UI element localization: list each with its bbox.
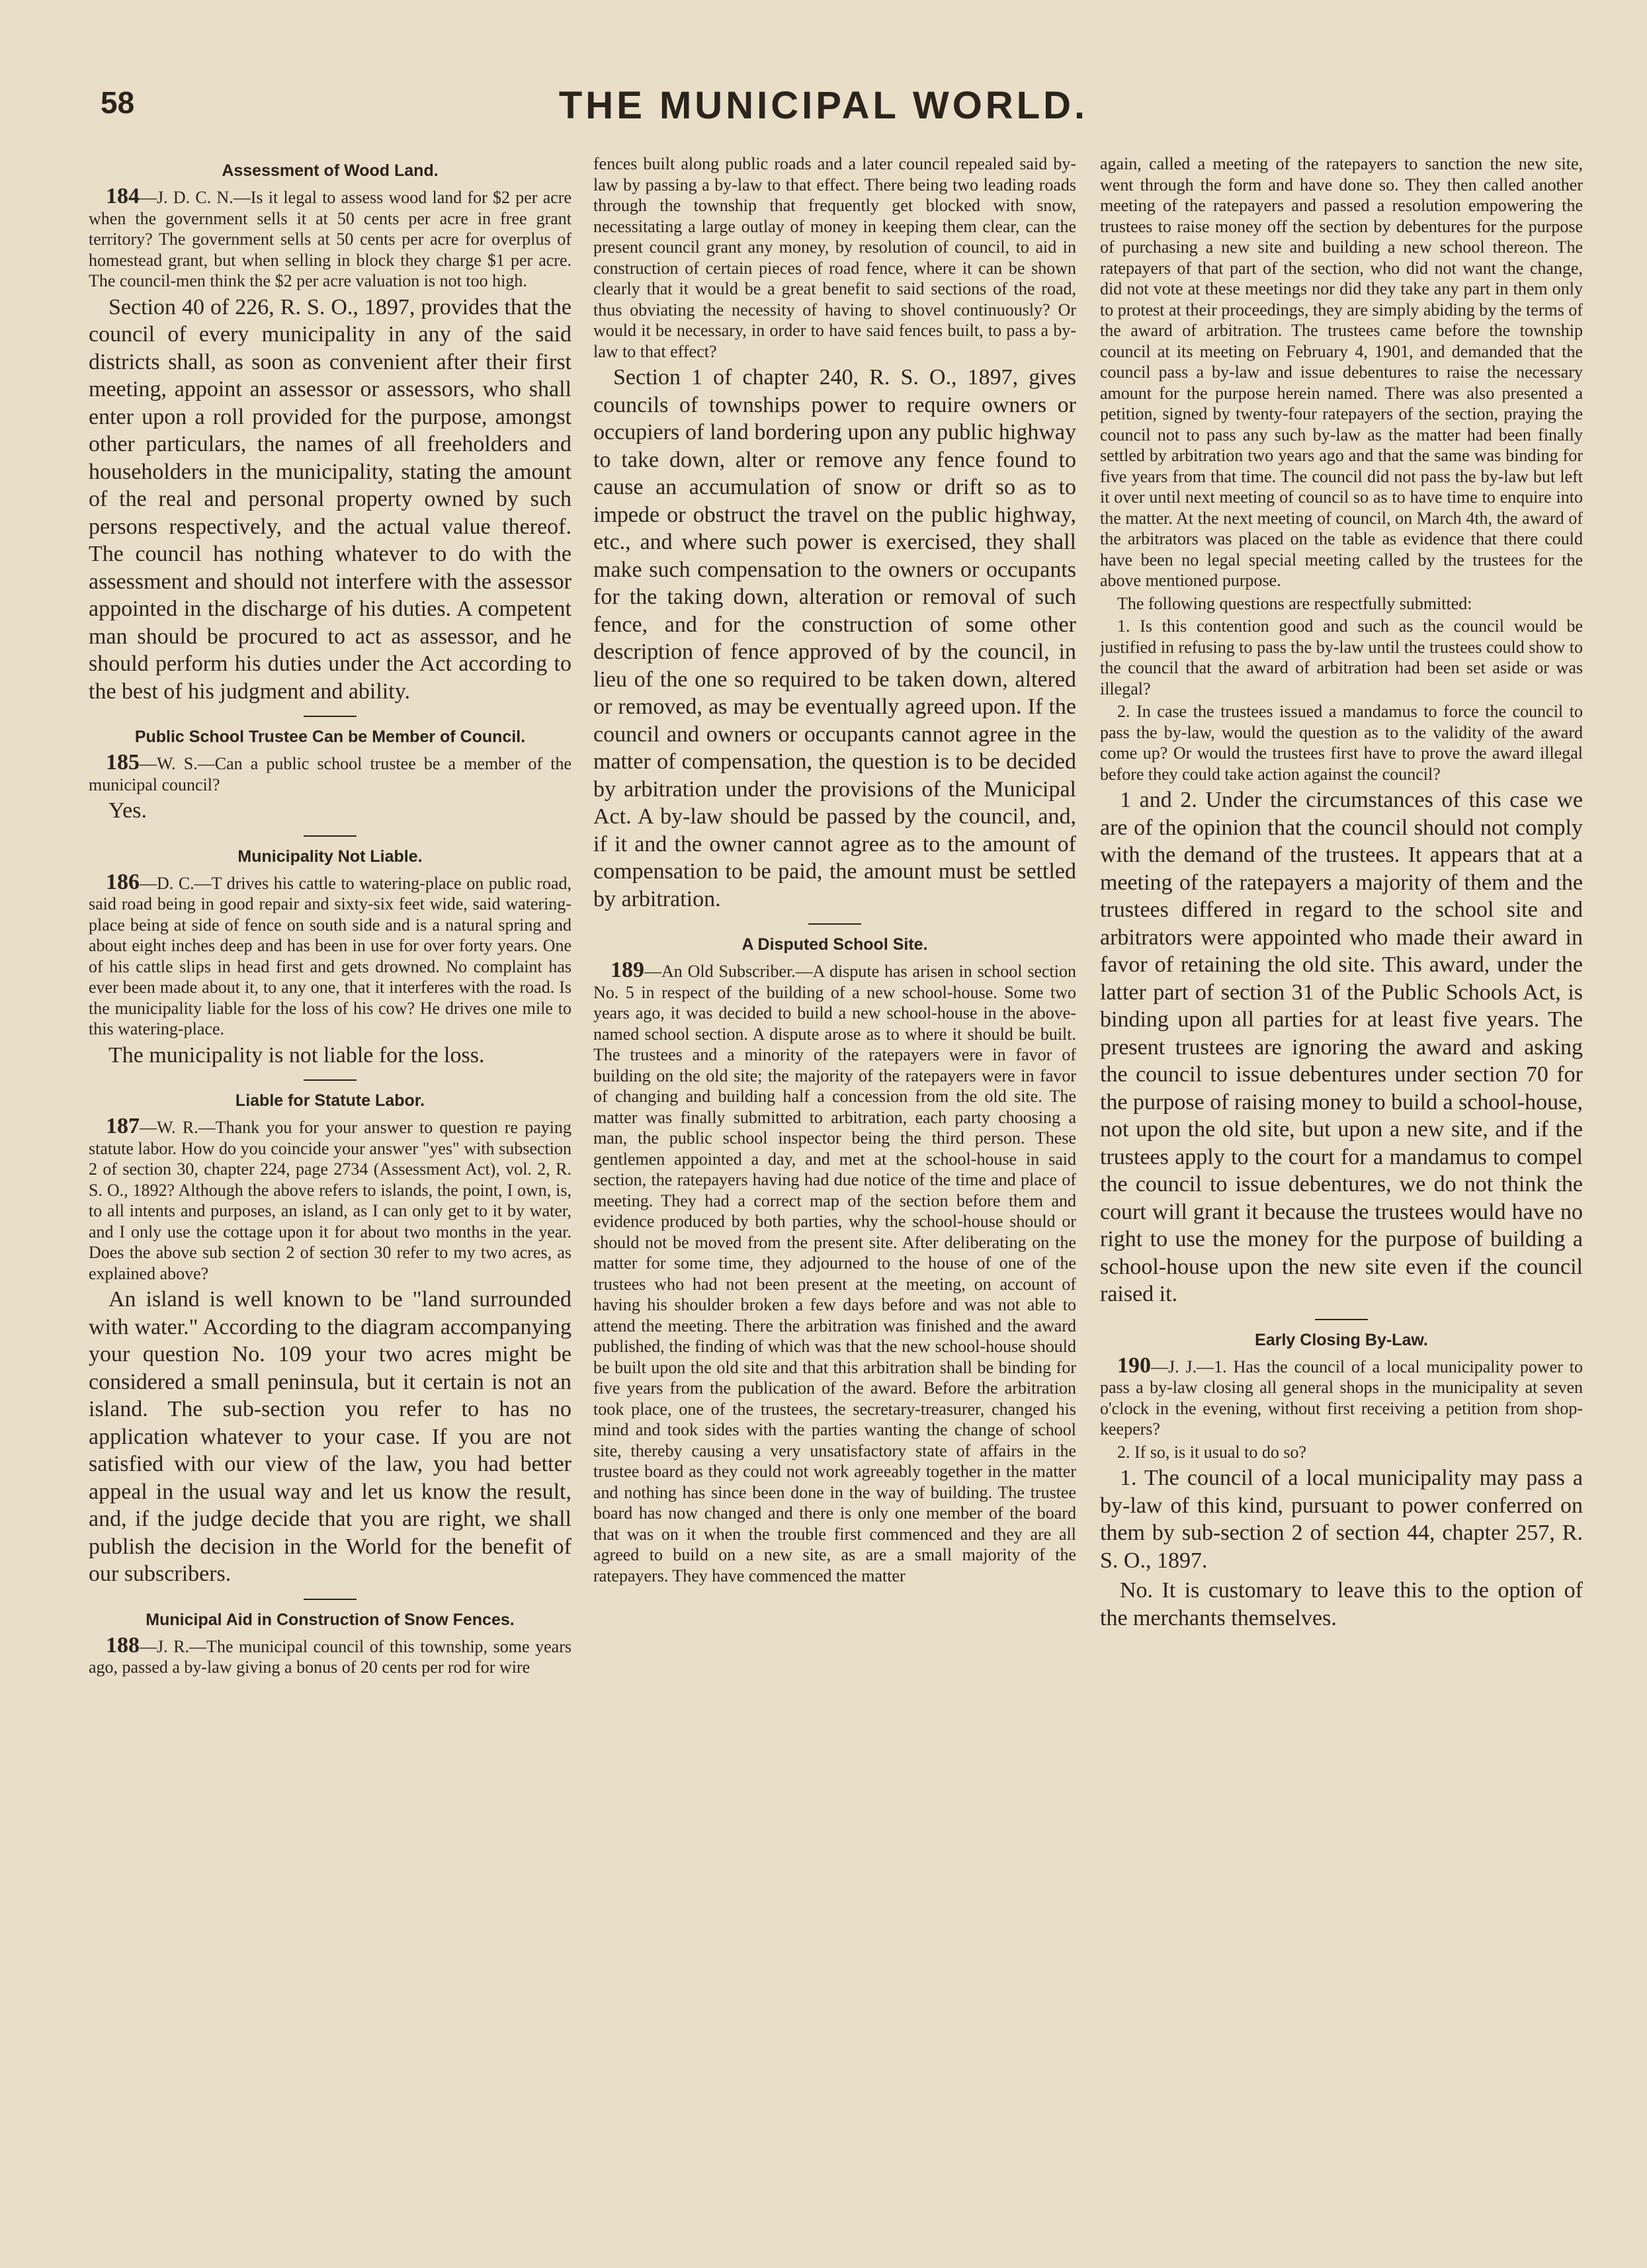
question-number: 185 xyxy=(106,750,140,775)
question-189-part-2: 2. In case the trustees issued a mandamus to force the council to pass the by-law, would the question as to the validity of the award come up? Or would the trustees first have to prove the award illegal before they could take action against the council? xyxy=(1100,702,1583,784)
question-189-continued: again, called a meeting of the ratepayers to sanction the new site, went through the form and have done so. They then called another meeting of the ratepayers and passed a resolution empowering the trustees to raise money off the section by debentures for the purpose of purchasing a new site and building a new school thereon. The ratepayers of that part of the section, who did not want the change, did not vote at these meetings nor did they take any part in them only to protest at their proceedings, they are simply abiding by the terms of the award of arbitration. The trustees came before the township council at its meeting on February 4, 1901, and demanded that the council pass a by-law and issue debentures to raise the necessary amount for the purpose herein named. There was also presented a petition, signed by twenty-four ratepayers of the section, praying the council not to pass any such by-law as the matter had been finally settled by arbitration two years ago and that the same was binding for five years from that time. The council did not pass the by-law but left it over until next meeting of council so as to have time to enquire into the matter. At the next meeting of council, on March 4th, the award of the arbitrators was placed on the table as evidence that there could have been no legal special meeting called by the trustees for the above mentioned purpose. xyxy=(1100,154,1583,590)
section-heading: Municipal Aid in Construction of Snow Fences. xyxy=(146,1610,515,1629)
question-text: —J. D. C. N.—Is it legal to assess wood land for $2 per acre when the government sells it at 50 cents per acre in free grant territory? The government sells at 50 cents per acre for overplus of homestead grant, but when selling in block they charge $1 per acre. The council-men think the $2 per acre valuation is not too high. xyxy=(89,188,571,290)
question-186 xyxy=(89,869,571,1040)
question-189-intro: The following questions are respectfully submitted: xyxy=(1117,593,1472,613)
question-number: 186 xyxy=(106,869,140,894)
question-184 xyxy=(89,186,571,292)
question-number: 184 xyxy=(106,184,140,208)
question-number: 189 xyxy=(611,958,644,982)
question-189 xyxy=(593,960,1076,1586)
page-number: 58 xyxy=(101,85,135,120)
column-1 xyxy=(89,153,571,2224)
answer-190-part-2: No. It is customary to leave this to the option of the merchants themselves. xyxy=(1100,1578,1583,1630)
column-2 xyxy=(593,153,1076,2224)
section-heading: A Disputed School Site. xyxy=(741,935,928,954)
question-number: 187 xyxy=(106,1114,140,1138)
question-text: —W. S.—Can a public school trustee be a member of the municipal council? xyxy=(89,754,571,794)
question-text: —An Old Subscriber.—A dispute has arisen in school section No. 5 in respect of the building of a new school-house. Some two years ago, it was decided to build a new school-house in the above-named school section. A dispute arose as to where it should be built. The trustees and a minority of the ratepayers were in favor of building on the old site; the majority of the ratepayers were in favor of changing and building half a concession from the old site. The matter was finally submitted to arbitration, each party choosing a man, the public school inspector being the third person. These gentlemen appointed a day, and met at the school-house in said section, the ratepayers having had due notice of the time and place of meeting. They had a correct map of the section before them and evidence produced by both parties, why the school-house should or should not be moved from the present site. After deliberating on the matter for some time, they adjourned to the house of one of the trustees who had not been present at the meeting, on account of having his shoulder broken a few days before and was not able to attend the meeting. There the arbitration was finished and the award published, the finding of which was that the new school-house should be built upon the old site and that this arbitration shall be binding for five years from the publication of the award. Before the arbitration took place, one of the trustees, the secretary-treasurer, changed his mind and took sides with the parties wanting the change of school site, thereby causing a very unsatisfactory state of affairs in the trustee board as they could not work agreeably together in the matter and nothing has since been done in the way of building. The trustee board has now changed and there is only one member of the board that was on it when the trouble first commenced and they are all agreed to build on a new site, as are a small majority of the ratepayers. They have commenced the matter xyxy=(593,962,1076,1585)
divider xyxy=(304,1599,357,1600)
section-heading: Liable for Statute Labor. xyxy=(235,1091,425,1110)
answer-184: Section 40 of 226, R. S. O., 1897, provides that the council of every municipality in any of the said districts shall, as soon as convenient after their first meeting, appoint an assessor or assessors, who shall enter upon a roll provided for the purpose, amongst other particulars, the names of all freeholders and householders in the municipality, stating the amount of the real and personal property owned by such persons respectively, and the actual value thereof. The council has nothing whatever to do with the assessment and should not interfere with the assessor appointed in the discharge of his duties. A competent man should be procured to act as assessor, and he should perform his duties under the Act according to the best of his judgment and ability. xyxy=(89,294,571,704)
column-3 xyxy=(1100,153,1583,2224)
masthead-title: THE MUNICIPAL WORLD. xyxy=(558,84,1089,127)
question-text: —J. J.—1. Has the council of a local municipality power to pass a by-law closing all general shops in the municipality at seven o'clock in the evening, without first receiving a petition from shop-keepers? xyxy=(1100,1357,1583,1439)
answer-188: Section 1 of chapter 240, R. S. O., 1897, gives councils of townships power to require owners or occupiers of land bordering upon any public highway to take down, alter or remove any fence found to cause an accumulation of snow or drift so as to impede or obstruct the travel on the public highway, etc., and where such power is exercised, they shall make such compensation to the owners or occupants for the taking down, alteration or removal of such fence, and for the construction of some other description of fence approved of by the council, in lieu of the one so required to be taken down, altered or removed, as may be eventually agreed upon. If the council and owners or occupants cannot agree in the matter of compensation, the question is to be decided by arbitration under the provisions of the Municipal Act. A by-law should be passed by the council, and, if it and the owner cannot agree as to the amount of compensation to be paid, the amount must be settled by arbitration. xyxy=(593,365,1076,911)
question-190-part-2: 2. If so, is it usual to do so? xyxy=(1117,1442,1306,1462)
divider xyxy=(304,1079,357,1081)
question-text: —D. C.—T drives his cattle to watering-place on public road, said road being in good repair and sixty-six feet wide, said watering-place being at side of fence on south side and is a natural spring and about eight inches deep and has been in use for over forty years. One of his cattle slips in head first and gets drowned. No complaint has ever been made about it, to any one, that it interferes with the road. Is the municipality liable for the loss of his cow? He drives one mile to this watering-place. xyxy=(89,873,571,1038)
question-189-part-1: 1. Is this contention good and such as the council would be justified in refusing to pass the by-law until the trustees could show to the council that the award of arbitration had been set aside or was illegal? xyxy=(1100,616,1583,698)
divider xyxy=(304,835,357,837)
section-heading: Assessment of Wood Land. xyxy=(222,161,439,180)
section-heading: Early Closing By-Law. xyxy=(1255,1330,1428,1349)
answer-189: 1 and 2. Under the circumstances of this case we are of the opinion that the council should not comply with the demand of the trustees. It appears that at a meeting of the ratepayers a majority of them and the trustees differed in regard to the school site and arbitrators were appointed who made their award in favor of retaining the old site. This award, under the latter part of section 31 of the Public Schools Act, is binding upon all parties for at least five years. The present trustees are ignoring the award and asking the council to issue debentures under section 70 for the purpose of raising money to build a school-house, not upon the old site, but upon a new site, and if the trustees apply to the court for a mandamus to compel the council to issue debentures, we do not think the court will grant it because the trustees would have no right to use the money for the purpose of building a school-house upon the new site even if the council raised it. xyxy=(1100,788,1583,1306)
divider xyxy=(1315,1319,1368,1320)
answer-185: Yes. xyxy=(108,798,147,823)
answer-186: The municipality is not liable for the loss. xyxy=(108,1042,485,1068)
question-text: —J. R.—The municipal council of this township, some years ago, passed a by-law giving a bonus of 20 cents per rod for wire xyxy=(89,1636,571,1677)
question-188-continued: fences built along public roads and a later council repealed said by-law by passing a by-law to that effect. There being two leading roads through the township that frequently get blocked with snow, necessitating a large outlay of money in keeping them clear, can the present council grant any money, by resolution of council, to aid in construction of certain pieces of road fence, where it can be shown clearly that it would be a great benefit to said sections of the road, thus obviating the necessity of having to shovel continuously? Or would it be necessary, in order to have said fences built, to pass a by-law to that effect? xyxy=(593,154,1076,361)
divider xyxy=(304,716,357,717)
answer-187: An island is well known to be "land surrounded with water." According to the diagram accompanying your question No. 109 your two acres might be considered a small peninsula, but it certain is not an island. The sub-section you refer to has no application whatever to your case. If you are not satisfied with our view of the law, you had better appeal in the usual way and let us know the result, and, if the judge decide that you are right, we shall publish the decision in the World for the benefit of our subscribers. xyxy=(89,1287,571,1586)
answer-190-part-1: 1. The council of a local municipality may pass a by-law of this kind, pursuant to power conferred on them by sub-section 2 of section 44, chapter 257, R. S. O., 1897. xyxy=(1100,1466,1583,1573)
divider xyxy=(808,923,861,925)
question-188 xyxy=(89,1632,571,1678)
question-number: 188 xyxy=(106,1632,140,1658)
question-text: —W. R.—Thank you for your answer to question re paying statute labor. How do you coincide your answer "yes" with subsection 2 of section 30, chapter 224, page 2734 (Assessment Act), vol. 2, R. S. O., 1892? Although the above refers to islands, the point, I own, is, to all intents and purposes, an island, as I can only get to it by water, and I only use the cottage upon it for about two months in the year. Does the above sub section 2 of section 30 refer to my two acres, as explained above? xyxy=(89,1118,571,1283)
question-number: 190 xyxy=(1117,1353,1151,1378)
section-heading: Municipality Not Liable. xyxy=(237,847,423,866)
question-190 xyxy=(1100,1355,1583,1440)
section-heading: Public School Trustee Can be Member of Council. xyxy=(134,728,526,746)
question-187 xyxy=(89,1116,571,1284)
question-185 xyxy=(89,752,571,795)
